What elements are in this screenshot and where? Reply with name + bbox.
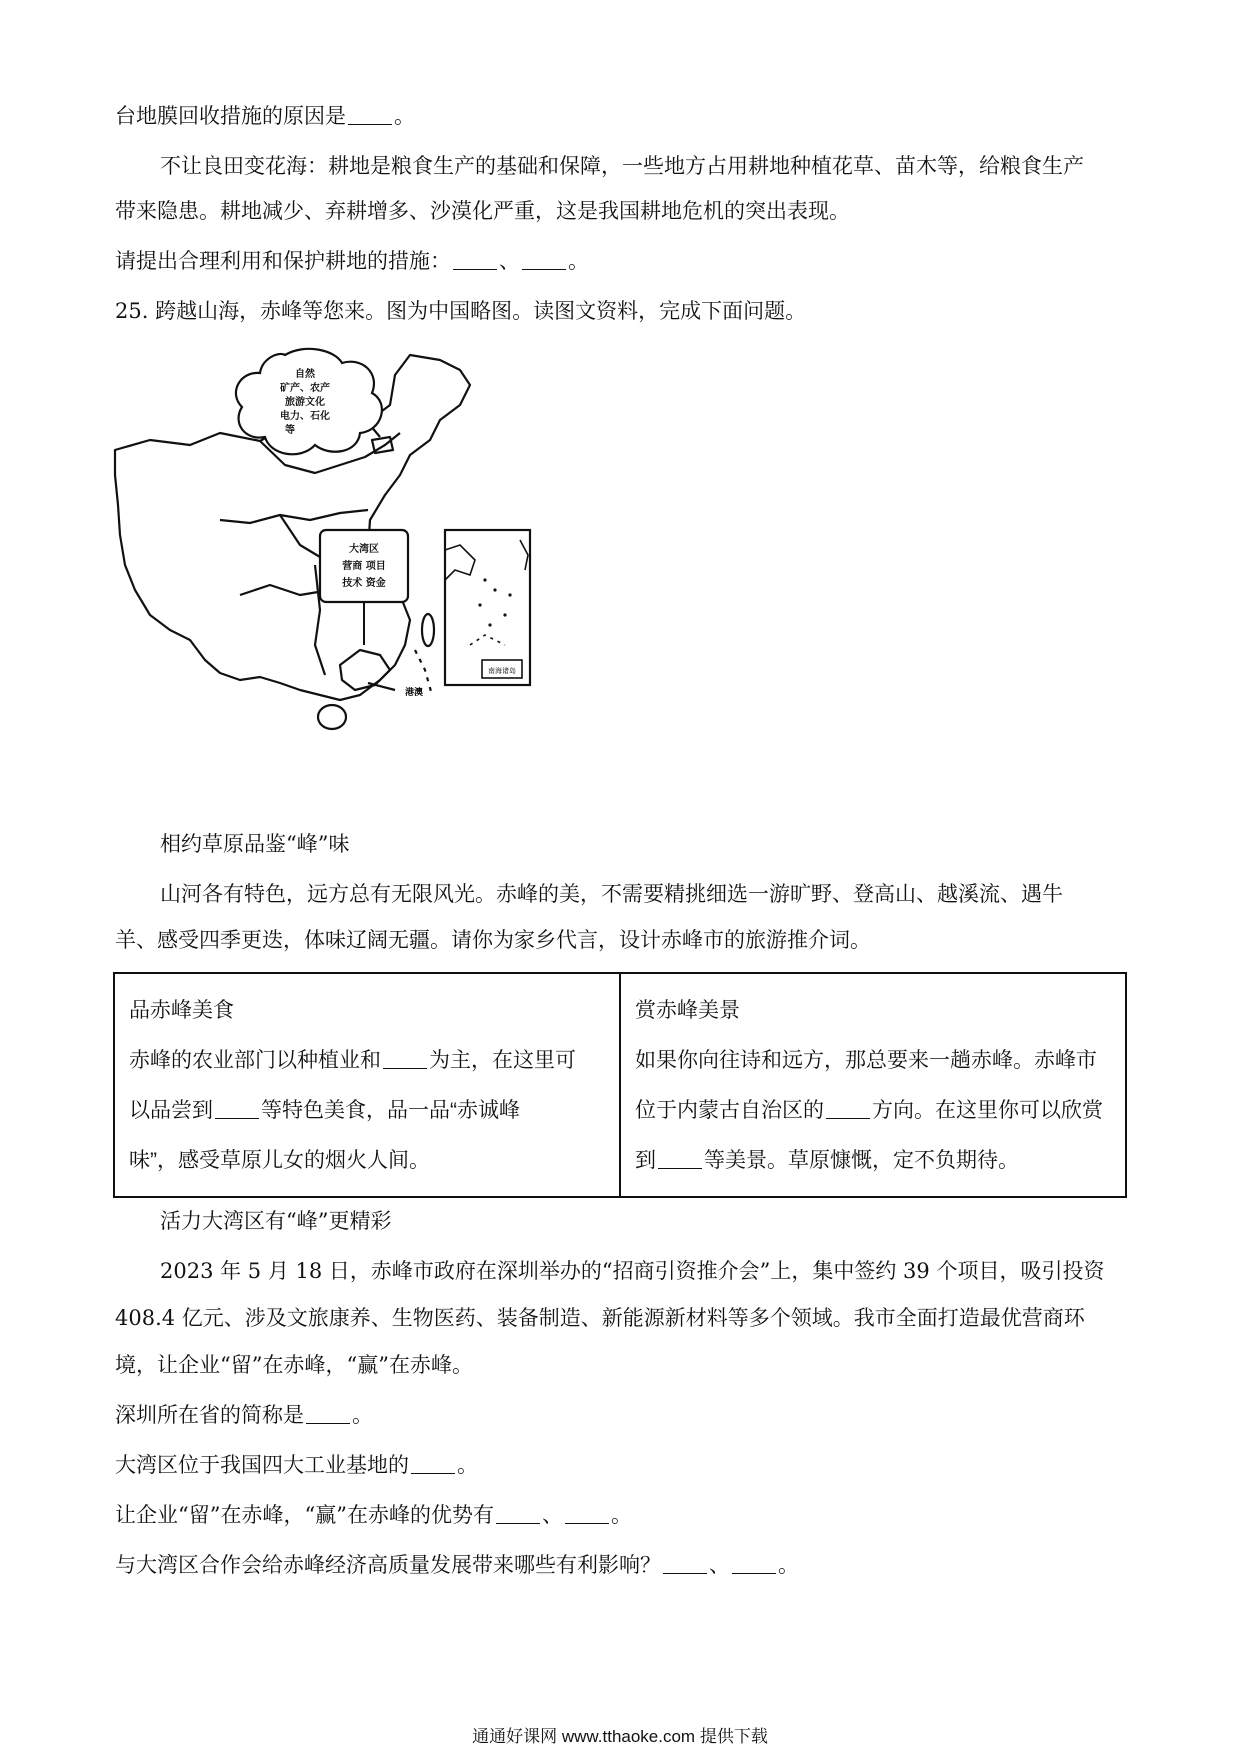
answer-blank[interactable] <box>306 1403 350 1424</box>
punct: 。 <box>778 1553 799 1577</box>
cell-text: 为主，在这里可 <box>429 1049 576 1072</box>
sub-question-4 <box>115 1550 799 1580</box>
punct: 。 <box>394 104 415 128</box>
bubble-text: 等 <box>285 425 295 436</box>
bubble-text: 旅游文化 <box>285 397 325 408</box>
cell-text: 赤峰的农业部门以种植业和 <box>129 1049 381 1072</box>
sub-question-3 <box>115 1500 632 1530</box>
tourism-table <box>113 972 1127 1198</box>
sep: 、 <box>709 1553 730 1577</box>
cell-text: 位于内蒙古自治区的 <box>635 1099 824 1122</box>
box-text: 大湾区 <box>349 544 379 555</box>
punct: 。 <box>568 249 589 273</box>
answer-blank[interactable] <box>348 104 392 125</box>
cell-text: 到 <box>635 1149 656 1172</box>
answer-blank[interactable] <box>496 1503 540 1524</box>
q24-question <box>115 246 589 276</box>
box-text: 营商 项目 <box>342 561 386 572</box>
page-footer: 通通好课网 www.tthaoke.com 提供下载 <box>472 1727 768 1746</box>
hainan-island <box>318 705 346 729</box>
question-text: 与大湾区合作会给赤峰经济高质量发展带来哪些有利影响？ <box>115 1553 661 1577</box>
sub-question-1 <box>115 1400 373 1430</box>
answer-blank[interactable] <box>565 1503 609 1524</box>
section-title-bay-area: 活力大湾区有“峰”更精彩 <box>160 1209 392 1233</box>
punct: 。 <box>352 1403 373 1427</box>
q24-line1 <box>115 101 415 131</box>
cell-line <box>129 1036 605 1086</box>
box-text: 技术 资金 <box>342 578 386 589</box>
q24-question-text: 请提出合理利用和保护耕地的措施： <box>115 249 451 273</box>
section2-paragraph-cont: 境，让企业“留”在赤峰，“赢”在赤峰。 <box>115 1353 473 1377</box>
cell-line <box>635 1136 1111 1186</box>
q24-paragraph-cont: 带来隐患。耕地减少、弃耕增多、沙漠化严重，这是我国耕地危机的突出表现。 <box>115 199 850 223</box>
cell-heading: 品赤峰美食 <box>129 999 234 1022</box>
question-text: 大湾区位于我国四大工业基地的 <box>115 1453 409 1477</box>
table-cell-food <box>114 973 620 1197</box>
hk-label: 港澳 <box>405 688 424 698</box>
china-sketch-map <box>110 345 590 775</box>
sub-question-2 <box>115 1450 478 1480</box>
question-text: 让企业“留”在赤峰，“赢”在赤峰的优势有 <box>115 1503 494 1527</box>
bubble-text: 自然 <box>295 369 315 380</box>
cell-heading: 赏赤峰美景 <box>635 999 740 1022</box>
cell-line <box>635 1086 1111 1136</box>
sep: 、 <box>499 249 520 273</box>
section2-paragraph-cont: 408.4 亿元、涉及文旅康养、生物医药、装备制造、新能源新材料等多个领域。我市全面打造最优营商环 <box>115 1306 1085 1330</box>
q24-text: 台地膜回收措施的原因是 <box>115 104 346 128</box>
answer-blank[interactable] <box>411 1453 455 1474</box>
punct: 。 <box>457 1453 478 1477</box>
section1-paragraph-cont: 羊、感受四季更迭，体味辽阔无疆。请你为家乡代言，设计赤峰市的旅游推介词。 <box>115 928 871 952</box>
taiwan-island <box>422 614 434 646</box>
inset-label: 南海诸岛 <box>488 667 516 675</box>
q25-title: 25. 跨越山海，赤峰等您来。图为中国略图。读图文资料，完成下面问题。 <box>115 299 807 323</box>
section-title-food: 相约草原品鉴“峰”味 <box>160 832 350 856</box>
chifeng-marker <box>372 437 393 453</box>
cell-line: 如果你向往诗和远方，那总要来一趟赤峰。赤峰市 <box>635 1049 1097 1072</box>
answer-blank[interactable] <box>383 1048 427 1069</box>
q24-paragraph: 不让良田变花海：耕地是粮食生产的基础和保障，一些地方占用耕地种植花草、苗木等，给粮食生产 <box>160 154 1084 178</box>
answer-blank[interactable] <box>826 1098 870 1119</box>
answer-blank[interactable] <box>658 1148 702 1169</box>
cell-text: 等美景。草原慷慨，定不负期待。 <box>704 1149 1019 1172</box>
guangdong-outline <box>340 650 390 690</box>
cell-line <box>129 1086 605 1136</box>
cell-text: 方向。在这里你可以欣赏 <box>872 1099 1103 1122</box>
section2-paragraph: 2023 年 5 月 18 日，赤峰市政府在深圳举办的“招商引资推介会”上，集中签约 39 个项目，吸引投资 <box>160 1259 1105 1283</box>
cell-text: 等特色美食，品一品“赤诚峰 <box>261 1099 520 1122</box>
answer-blank[interactable] <box>215 1098 259 1119</box>
answer-blank[interactable] <box>522 249 566 270</box>
table-cell-scenery <box>620 973 1126 1197</box>
bubble-text: 矿产、农产 <box>280 383 330 394</box>
answer-blank[interactable] <box>663 1553 707 1574</box>
question-text: 深圳所在省的简称是 <box>115 1403 304 1427</box>
answer-blank[interactable] <box>732 1553 776 1574</box>
region-boundary <box>280 510 368 520</box>
answer-blank[interactable] <box>453 249 497 270</box>
sep: 、 <box>541 1503 563 1527</box>
bubble-text: 电力、石化 <box>280 411 330 422</box>
cell-line: 味”，感受草原儿女的烟火人间。 <box>129 1149 430 1172</box>
punct: 。 <box>610 1503 632 1527</box>
cell-text: 以品尝到 <box>129 1099 213 1122</box>
section1-paragraph: 山河各有特色，远方总有无限风光。赤峰的美，不需要精挑细选一游旷野、登高山、越溪流、遇牛 <box>160 882 1063 906</box>
